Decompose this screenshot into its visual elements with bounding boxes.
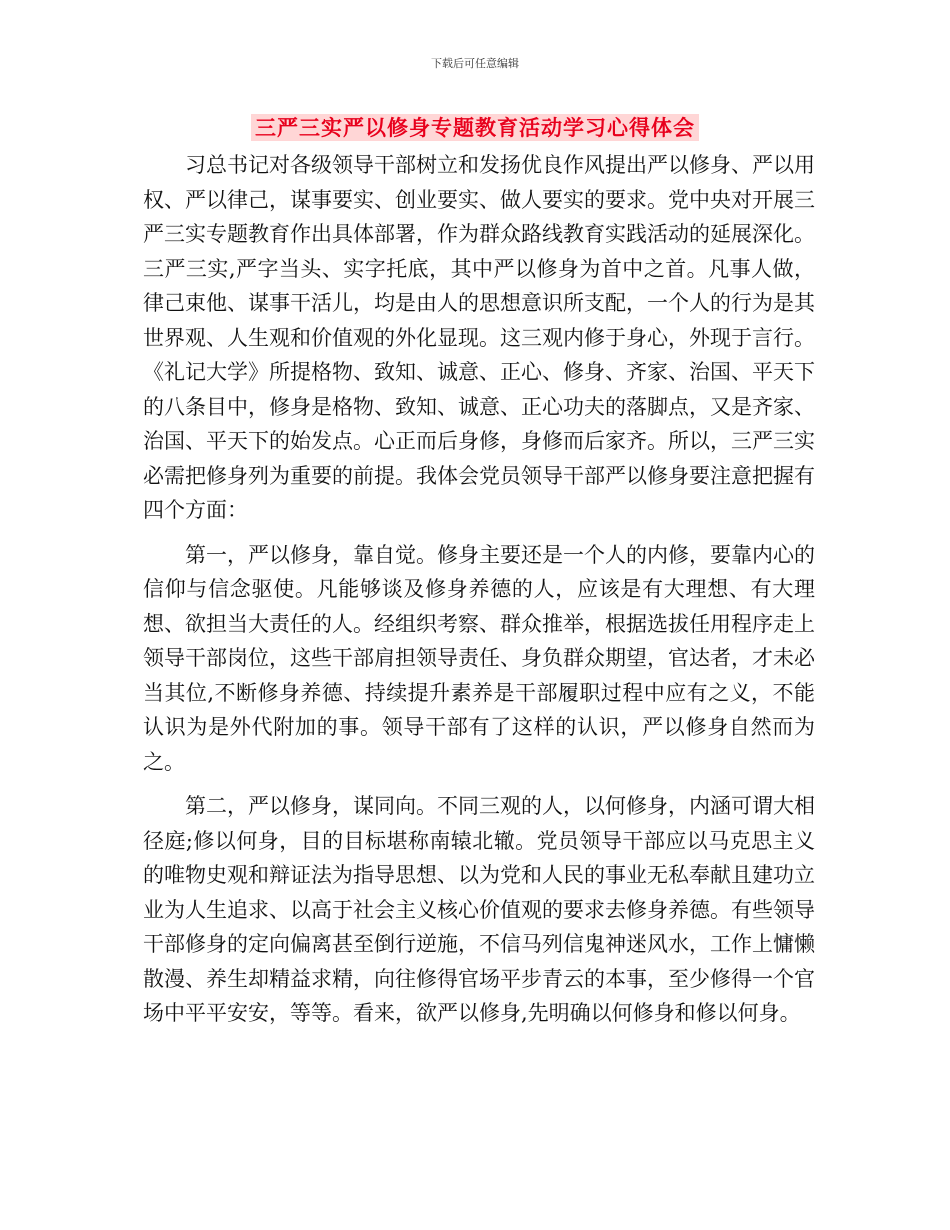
paragraph-first-point: 第一，严以修身，靠自觉。修身主要还是一个人的内修，要靠内心的信仰与信念驱使。凡能够谈及修身养德的人，应该是有大理想、有大理想、欲担当大责任的人。经组织考察、群众推举，根据选拔任用程序走上领导干部岗位，这些干部肩担领导责任、身负群众期望，官达者，才未必当其位,不断修身养德、持续提升素养是干部履职过程中应有之义，不能认识为是外代附加的事。领导干部有了这样的认识，严以修身自然而为之。 (143, 542, 815, 774)
paragraph-intro: 习总书记对各级领导干部树立和发扬优良作风提出严以修身、严以用权、严以律己，谋事要实、创业要实、做人要实的要求。党中央对开展三严三实专题教育作出具体部署，作为群众路线教育实践活动的延展深化。三严三实,严字当头、实字托底，其中严以修身为首中之首。凡事人做，律己束他、谋事干活儿，均是由人的思想意识所支配，一个人的行为是其世界观、人生观和价值观的外化显现。这三观内修于身心，外现于言行。《礼记大学》所提格物、致知、诚意、正心、修身、齐家、治国、平天下的八条目中，修身是格物、致知、诚意、正心功夫的落脚点，又是齐家、治国、平天下的始发点。心正而后身修，身修而后家齐。所以，三严三实必需把修身列为重要的前提。我体会党员领导干部严以修身要注意把握有四个方面： (143, 153, 815, 522)
header-note: 下载后可任意编辑 (431, 57, 519, 70)
document-body (143, 148, 815, 1041)
document-title (0, 112, 950, 142)
document-title-text: 三严三实严以修身专题教育活动学习心得体会 (251, 114, 699, 141)
paragraph-second-point: 第二，严以修身，谋同向。不同三观的人，以何修身，内涵可谓大相径庭;修以何身，目的目标堪称南辕北辙。党员领导干部应以马克思主义的唯物史观和辩证法为指导思想、以为党和人民的事业无私奉献且建功立业为人生追求、以高于社会主义核心价值观的要求去修身养德。有些领导干部修身的定向偏离甚至倒行逆施，不信马列信鬼神迷风水，工作上慵懒散漫、养生却精益求精，向往修得官场平步青云的本事，至少修得一个官场中平平安安，等等。看来，欲严以修身,先明确以何修身和修以何身。 (143, 794, 815, 1025)
